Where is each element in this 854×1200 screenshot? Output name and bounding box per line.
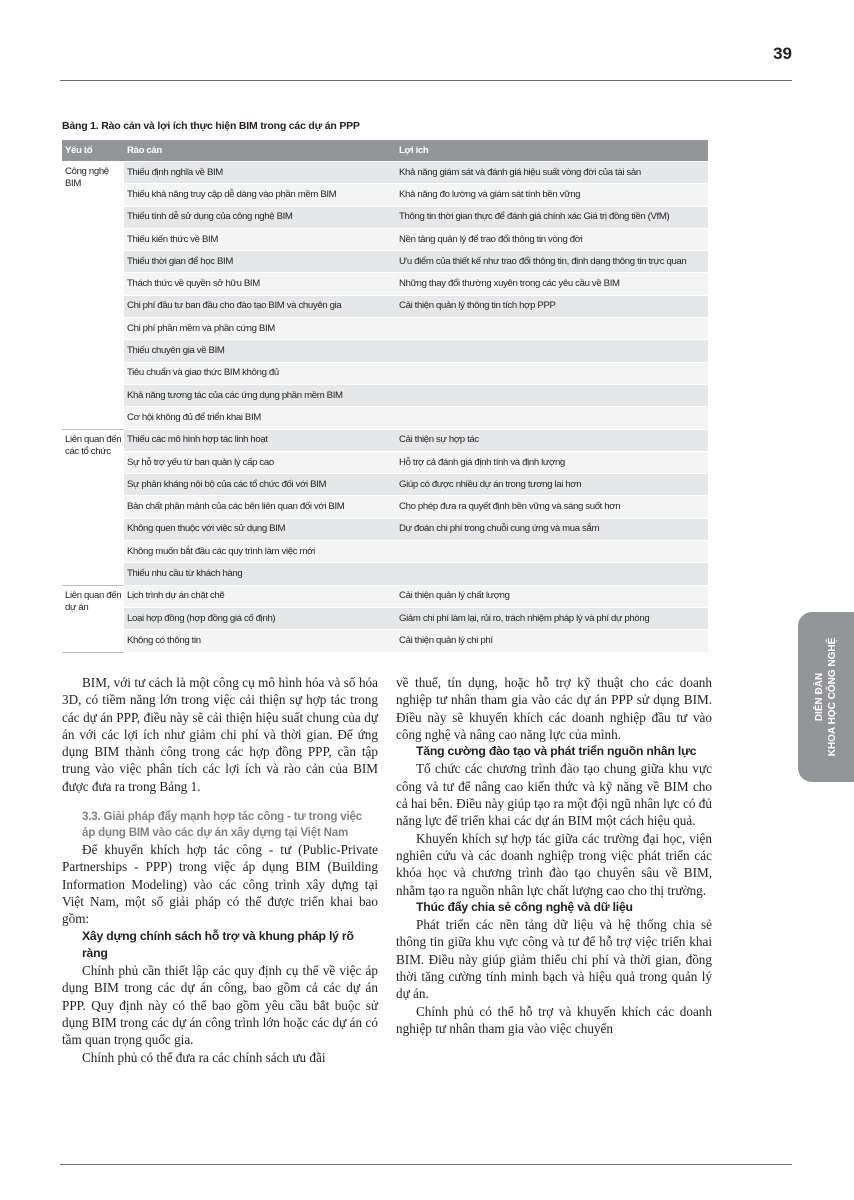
- barrier-cell: Thiếu kiến thức về BIM: [124, 228, 396, 250]
- barrier-cell: Chi phí phần mềm và phần cứng BIM: [124, 318, 396, 340]
- paragraph: Khuyến khích sự hợp tác giữa các trường đại học, viện nghiên cứu và các doanh nghiệp trong việc phát triển các khóa học và chương trình đào tạo chuyên sâu về BIM, nhằm tạo ra nguồn nhân lực chất lượng cao cho thị trường.: [396, 830, 712, 898]
- left-text-column: [62, 674, 378, 1066]
- table-row: [62, 630, 708, 652]
- benefit-cell: Giảm chi phí làm lại, rủi ro, trách nhiệm pháp lý và phí dự phòng: [396, 607, 708, 629]
- table-row: [62, 251, 708, 273]
- barrier-cell: Lịch trình dự án chặt chẽ: [124, 585, 396, 607]
- benefit-cell: Ưu điểm của thiết kế như trao đổi thông tin, định dạng thông tin trực quan: [396, 251, 708, 273]
- table-row: [62, 474, 708, 496]
- benefit-cell: Nền tảng quản lý để trao đổi thông tin vòng đời: [396, 228, 708, 250]
- paragraph: Chính phủ có thể hỗ trợ và khuyến khích các doanh nghiệp tư nhân tham gia vào việc chuyển: [396, 1003, 712, 1036]
- barrier-cell: Sự phản kháng nội bộ của các tổ chức đối với BIM: [124, 474, 396, 496]
- paragraph: về thuế, tín dụng, hoặc hỗ trợ kỹ thuật cho các doanh nghiệp tư nhân tham gia vào các dự án PPP sử dụng BIM. Điều này sẽ khuyến khích các doanh nghiệp đầu tư vào công nghệ và nâng cao năng lực của mình.: [396, 675, 712, 742]
- barrier-cell: Thiếu thời gian để học BIM: [124, 251, 396, 273]
- barrier-cell: Chi phí đầu tư ban đầu cho đào tạo BIM và chuyên gia: [124, 295, 396, 317]
- barrier-cell: Thiếu chuyên gia về BIM: [124, 340, 396, 362]
- factor-cell: Liên quan đến dự án: [62, 585, 124, 652]
- section-side-tab: [798, 612, 854, 782]
- barrier-cell: Không quen thuộc với việc sử dụng BIM: [124, 518, 396, 540]
- table-row: [62, 407, 708, 429]
- benefit-cell: Khả năng giám sát và đánh giá hiệu suất vòng đời của tài sản: [396, 162, 708, 184]
- table-row: [62, 162, 708, 184]
- barrier-cell: Không có thông tin: [124, 630, 396, 652]
- benefit-cell: Cải thiện quản lý chất lượng: [396, 585, 708, 607]
- section-heading: 3.3. Giải pháp đẩy mạnh hợp tác công - tư trong việc áp dụng BIM vào các dự án xây dựng tại Việt Nam: [82, 810, 363, 840]
- benefit-cell: [396, 541, 708, 563]
- table-row: [62, 295, 708, 317]
- benefit-cell: [396, 407, 708, 429]
- barrier-cell: Thiếu khả năng truy cập dễ dàng vào phần mềm BIM: [124, 184, 396, 206]
- table-row: [62, 273, 708, 295]
- benefit-cell: [396, 362, 708, 384]
- benefit-cell: [396, 340, 708, 362]
- page-number: 39: [773, 44, 792, 63]
- barrier-cell: Không muốn bắt đầu các quy trình làm việc mới: [124, 541, 396, 563]
- barriers-benefits-table: [62, 140, 708, 653]
- table-row: [62, 429, 708, 451]
- barrier-cell: Thiếu tính dễ sử dụng của công nghệ BIM: [124, 206, 396, 228]
- benefit-cell: Hỗ trợ cả đánh giá định tính và định lượng: [396, 451, 708, 473]
- subsection-heading: Xây dựng chính sách hỗ trợ và khung pháp lý rõ ràng: [82, 928, 354, 960]
- table-row: [62, 541, 708, 563]
- header-rule: [60, 80, 792, 81]
- table-row: [62, 518, 708, 540]
- benefit-cell: [396, 384, 708, 406]
- table-row: [62, 563, 708, 585]
- barrier-cell: Bản chất phân mảnh của các bên liên quan đối với BIM: [124, 496, 396, 518]
- table-row: [62, 607, 708, 629]
- table-header-row: [62, 140, 708, 162]
- paragraph: Chính phủ có thể đưa ra các chính sách ưu đãi: [82, 1049, 326, 1065]
- benefit-cell: Cải thiện sự hợp tác: [396, 429, 708, 451]
- table-row: [62, 206, 708, 228]
- table-row: [62, 340, 708, 362]
- table-row: [62, 496, 708, 518]
- benefit-cell: Thông tin thời gian thực để đánh giá chính xác Giá trị đồng tiền (VfM): [396, 206, 708, 228]
- benefit-cell: Khả năng đo lường và giám sát tính bền vững: [396, 184, 708, 206]
- header-benefit: Lợi ích: [396, 140, 708, 162]
- table-row: [62, 362, 708, 384]
- side-tab-label: [813, 638, 839, 757]
- benefit-cell: Cải thiện quản lý chi phí: [396, 630, 708, 652]
- barrier-cell: Sự hỗ trợ yếu từ ban quản lý cấp cao: [124, 451, 396, 473]
- benefit-cell: [396, 563, 708, 585]
- benefit-cell: Giúp có được nhiều dự án trong tương lai hơn: [396, 474, 708, 496]
- factor-cell: Công nghệ BIM: [62, 162, 124, 430]
- barrier-cell: Thiếu định nghĩa về BIM: [124, 162, 396, 184]
- paragraph: BIM, với tư cách là một công cụ mô hình hóa và số hóa 3D, có tiềm năng lớn trong việc cải thiện sự hợp tác trong các dự án PPP, điều này sẽ cải thiện hiệu suất chung của dự án với các lợi ích như giảm chi phí và thời gian. Để ứng dụng BIM thành công trong các hợp đồng PPP, cần tập trung vào việc phân tích các lợi ích và rào cản của BIM được đưa ra trong Bảng 1.: [62, 675, 378, 794]
- paragraph: Tổ chức các chương trình đào tạo chung giữa khu vực công và tư để nâng cao kiến thức và kỹ năng về BIM cho cả hai bên. Điều này giúp tạo ra một đội ngũ nhân lực có đủ năng lực để triển khai các dự án BIM một cách hiệu quả.: [396, 761, 712, 829]
- benefit-cell: Những thay đổi thường xuyên trong các yêu cầu về BIM: [396, 273, 708, 295]
- subsection-heading: Thúc đẩy chia sẻ công nghệ và dữ liệu: [416, 899, 633, 914]
- right-text-column: [396, 674, 712, 1037]
- barrier-cell: Thiếu nhu cầu từ khách hàng: [124, 563, 396, 585]
- benefit-cell: Dự đoán chi phí trong chuỗi cung ứng và mua sắm: [396, 518, 708, 540]
- subsection-heading: Tăng cường đào tạo và phát triển nguồn nhân lực: [416, 744, 697, 759]
- benefit-cell: Cho phép đưa ra quyết định bền vững và sáng suốt hơn: [396, 496, 708, 518]
- header-factor: Yếu tố: [62, 140, 124, 162]
- barrier-cell: Loại hợp đồng (hợp đồng giá cố định): [124, 607, 396, 629]
- side-tab-line2: KHOA HỌC CÔNG NGHỆ: [827, 637, 838, 757]
- table-body: [62, 162, 708, 653]
- table-row: [62, 318, 708, 340]
- barrier-cell: Thiếu các mô hình hợp tác linh hoạt: [124, 429, 396, 451]
- side-tab-line1: DIỄN ĐÀN: [814, 672, 825, 722]
- table-caption: Bảng 1. Rào cản và lợi ích thực hiện BIM trong các dự án PPP: [62, 120, 360, 132]
- table-row: [62, 384, 708, 406]
- table-row: [62, 585, 708, 607]
- benefit-cell: Cải thiện quản lý thông tin tích hợp PPP: [396, 295, 708, 317]
- footer-rule: [60, 1164, 792, 1165]
- paragraph: Chính phủ cần thiết lập các quy định cụ thể về việc áp dụng BIM trong các dự án công, bao gồm cả các dự án PPP. Quy định này có thể bao gồm yêu cầu bắt buộc sử dụng BIM trong các dự án công trình lớn hoặc các dự án có tầm quan trọng quốc gia.: [62, 963, 378, 1048]
- factor-cell: Liên quan đến các tổ chức: [62, 429, 124, 585]
- barrier-cell: Thách thức về quyền sở hữu BIM: [124, 273, 396, 295]
- table-container: [62, 140, 708, 653]
- barrier-cell: Tiêu chuẩn và giao thức BIM không đủ: [124, 362, 396, 384]
- benefit-cell: [396, 318, 708, 340]
- table-row: [62, 184, 708, 206]
- header-barrier: Rào cản: [124, 140, 396, 162]
- paragraph: Phát triển các nền tảng dữ liệu và hệ thống chia sẻ thông tin giữa khu vực công và tư để hỗ trợ việc triển khai BIM. Điều này giúp giảm thiểu chi phí và thời gian, đồng thời tăng cường tính minh bạch và hiệu quả trong quản lý dự án.: [396, 917, 712, 1002]
- paragraph: Để khuyến khích hợp tác công - tư (Public-Private Partnerships - PPP) trong việc áp dụng BIM (Building Information Modeling) vào các công trình xây dựng tại Việt Nam, một số giải pháp có thể được triển khai bao gồm:: [62, 842, 378, 927]
- barrier-cell: Khả năng tương tác của các ứng dụng phần mềm BIM: [124, 384, 396, 406]
- table-row: [62, 451, 708, 473]
- barrier-cell: Cơ hội không đủ để triển khai BIM: [124, 407, 396, 429]
- table-row: [62, 228, 708, 250]
